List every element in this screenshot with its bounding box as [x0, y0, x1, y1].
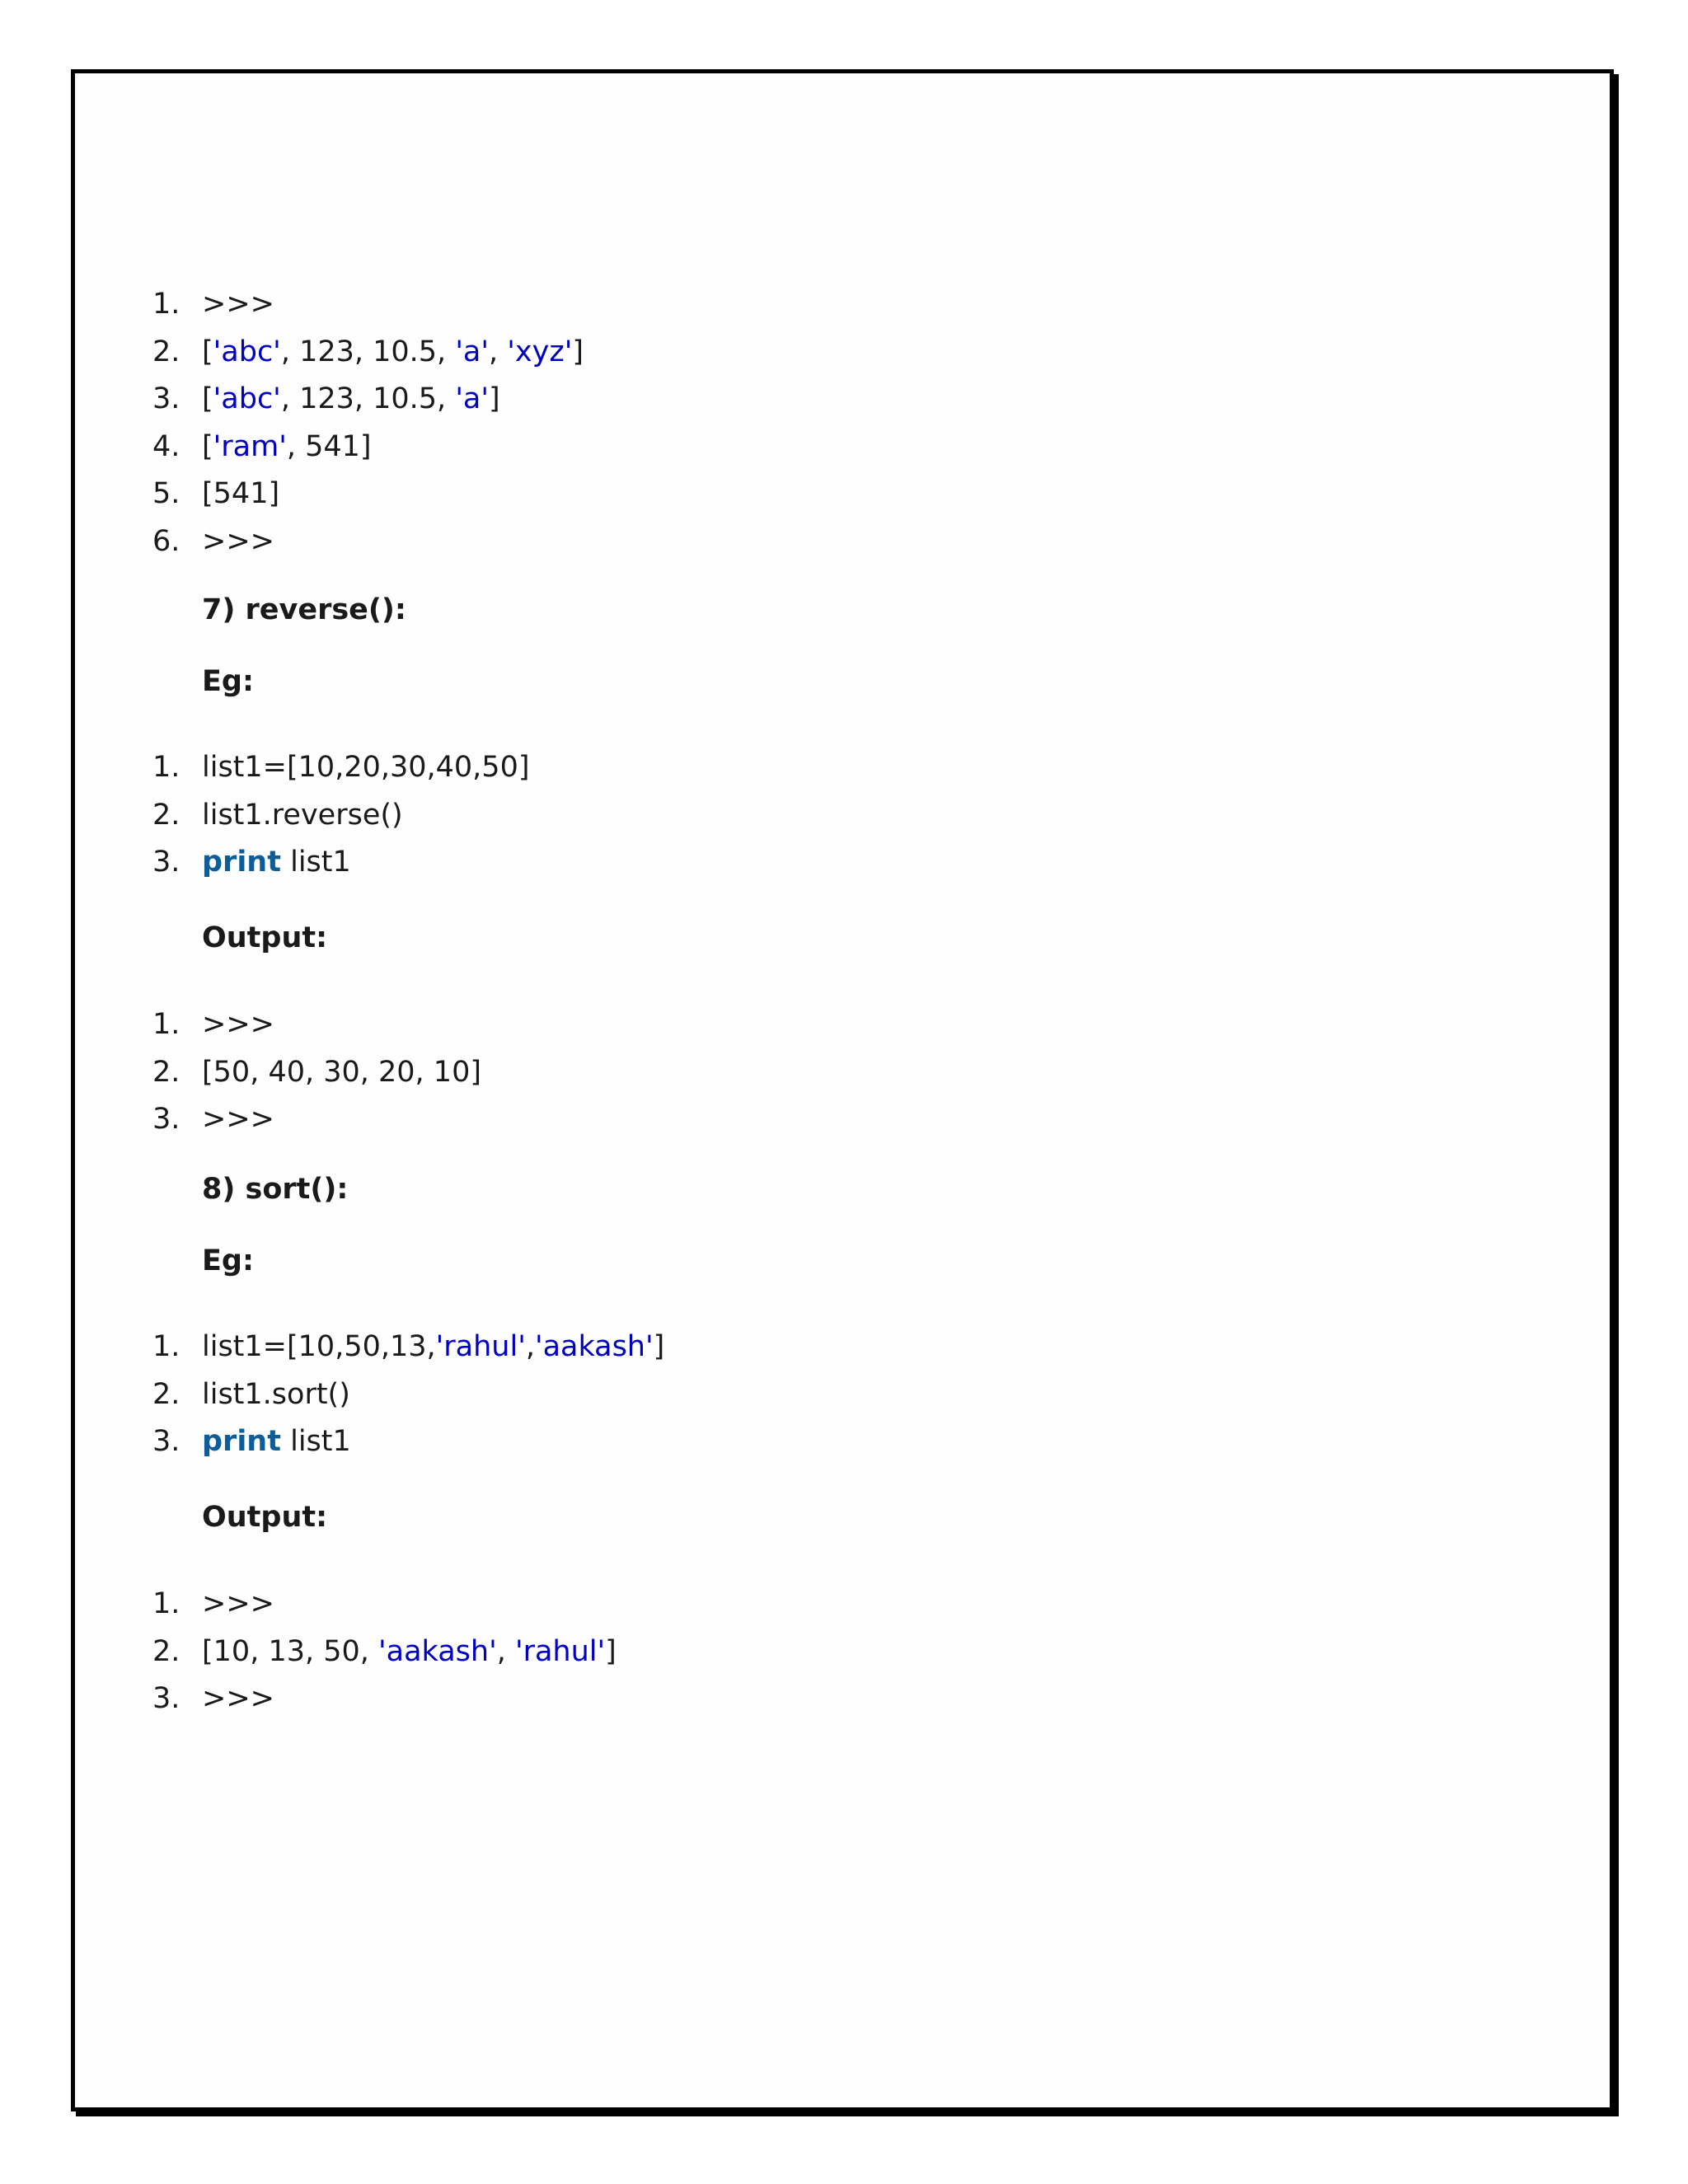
code-token: list1=[10,20,30,40,50]: [202, 751, 530, 784]
string-literal: 'aakash': [378, 1634, 497, 1668]
code-token: list1: [280, 846, 351, 879]
code-token: ]: [605, 1634, 617, 1668]
line-number: 2.: [152, 1055, 181, 1089]
output-label: Output:: [202, 1501, 328, 1534]
line-number: 1.: [152, 1587, 181, 1620]
code-text: [202, 1001, 274, 1049]
line-number: 1.: [152, 288, 181, 321]
code-token: list1: [280, 1425, 351, 1458]
code-text: [202, 839, 351, 887]
string-literal: 'ram': [213, 429, 287, 463]
string-literal: 'abc': [213, 335, 281, 368]
code-token: [10, 13, 50,: [202, 1634, 379, 1668]
code-token: >>>: [202, 1008, 274, 1041]
line-number: 1.: [152, 1008, 181, 1041]
code-token: >>>: [202, 1103, 274, 1136]
code-text: [202, 376, 500, 424]
code-token: ]: [572, 335, 584, 368]
line-number: 2.: [152, 1377, 181, 1411]
code-text: [202, 1371, 350, 1419]
code-token: ]: [489, 382, 500, 415]
code-token: , 541]: [286, 429, 372, 463]
code-token: [: [202, 335, 213, 368]
string-literal: 'a': [455, 382, 490, 415]
code-text: [202, 1675, 274, 1723]
output-label: Output:: [202, 921, 328, 954]
code-text: [202, 518, 274, 566]
code-token: ]: [653, 1330, 665, 1363]
section-heading-sort: 8) sort():: [202, 1173, 349, 1206]
line-number: 2.: [152, 798, 181, 832]
line-number: 6.: [152, 524, 181, 558]
code-token: [: [202, 382, 213, 415]
line-number: 3.: [152, 1682, 181, 1715]
code-text: [202, 471, 279, 518]
code-token: >>>: [202, 524, 274, 558]
line-number: 1.: [152, 751, 181, 784]
string-literal: 'abc': [213, 382, 281, 415]
example-label: Eg:: [202, 665, 254, 698]
code-text: [202, 1629, 617, 1676]
code-token: list1.sort(): [202, 1377, 350, 1411]
string-literal: 'rahul': [514, 1634, 606, 1668]
keyword: print: [202, 1425, 281, 1458]
code-text: [202, 1581, 274, 1629]
line-number: 3.: [152, 382, 181, 415]
code-token: [541]: [202, 477, 280, 510]
keyword: print: [202, 846, 281, 879]
string-literal: 'a': [455, 335, 490, 368]
code-text: [202, 424, 372, 471]
code-token: >>>: [202, 1587, 274, 1620]
string-literal: 'xyz': [507, 335, 573, 368]
code-token: list1.reverse(): [202, 798, 403, 832]
section-heading-reverse: 7) reverse():: [202, 593, 406, 626]
string-literal: 'aakash': [534, 1330, 654, 1363]
code-text: [202, 329, 584, 377]
line-number: 1.: [152, 1330, 181, 1363]
line-number: 4.: [152, 429, 181, 463]
code-token: list1=[10,50,13,: [202, 1330, 436, 1363]
example-label: Eg:: [202, 1244, 254, 1277]
code-text: [202, 1049, 481, 1097]
code-token: , 123, 10.5,: [280, 335, 456, 368]
code-text: [202, 1096, 274, 1144]
code-text: [202, 744, 530, 792]
line-number: 5.: [152, 477, 181, 510]
code-text: [202, 281, 274, 329]
code-token: ,: [496, 1634, 515, 1668]
code-token: [: [202, 429, 213, 463]
code-token: >>>: [202, 288, 274, 321]
code-token: ,: [525, 1330, 535, 1363]
line-number: 2.: [152, 1634, 181, 1668]
line-number: 3.: [152, 846, 181, 879]
code-text: [202, 1418, 351, 1466]
document-page: [71, 69, 1614, 2111]
line-number: 2.: [152, 335, 181, 368]
code-text: [202, 1324, 664, 1371]
code-token: ,: [489, 335, 508, 368]
code-token: [50, 40, 30, 20, 10]: [202, 1055, 481, 1089]
string-literal: 'rahul': [435, 1330, 526, 1363]
line-number: 3.: [152, 1425, 181, 1458]
line-number: 3.: [152, 1103, 181, 1136]
code-token: , 123, 10.5,: [280, 382, 456, 415]
code-token: >>>: [202, 1682, 274, 1715]
code-text: [202, 792, 403, 840]
page-content: [75, 73, 1610, 2107]
